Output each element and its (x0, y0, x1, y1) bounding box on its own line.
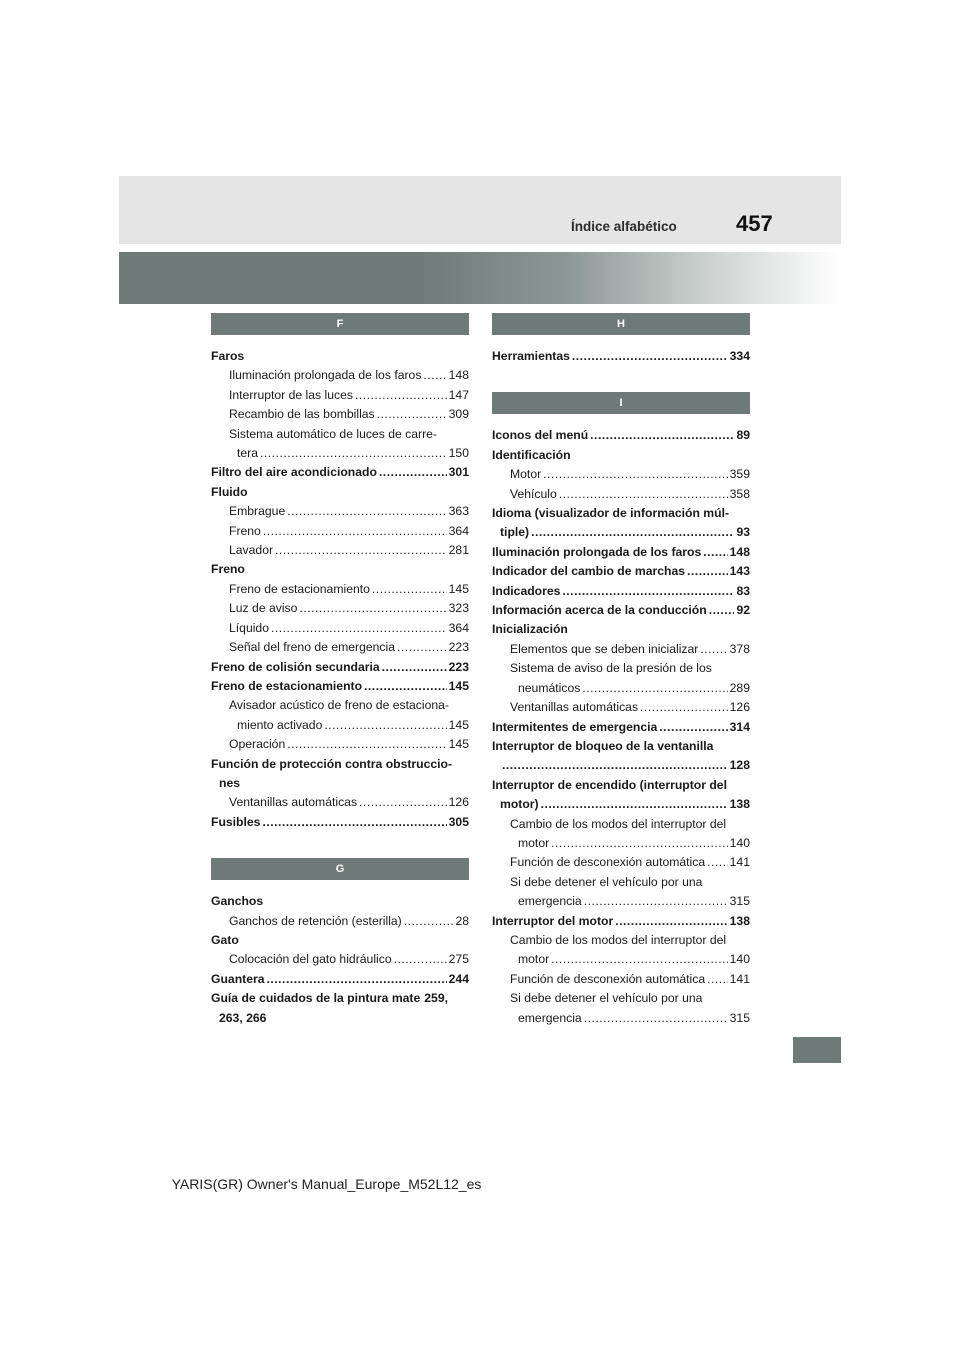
index-entry[interactable]: Herramientas ..... 334 (492, 347, 750, 366)
page-ref: 140 (729, 835, 750, 850)
index-list-i (492, 426, 750, 1028)
index-entry-continuation[interactable] (492, 756, 750, 775)
index-list-f (211, 347, 469, 832)
index-entry[interactable]: Fusibles ..... 305 (211, 813, 469, 832)
index-subentry[interactable]: Sistema de aviso de la presión de los (510, 661, 712, 676)
index-subentry[interactable]: Cambio de los modos del interruptor del (510, 932, 727, 947)
page-ref: 259, (424, 991, 448, 1006)
decorative-gradient-band (119, 252, 841, 304)
page-ref: 364 (448, 523, 469, 538)
index-entry[interactable]: Inicialización (492, 622, 568, 637)
index-subentry-continuation[interactable]: motor ..... 140 (492, 834, 750, 853)
header-band (119, 176, 841, 244)
index-entry[interactable]: Fluido (211, 484, 248, 499)
index-column-left (211, 313, 469, 1028)
index-subentry[interactable]: Ganchos de retención (esterilla) ..... 28 (211, 912, 469, 931)
page-ref: 244 (448, 971, 469, 986)
index-subentry[interactable]: Señal del freno de emergencia ..... 223 (211, 638, 469, 657)
index-entry[interactable]: Guía de cuidados de la pintura mate 259, (211, 989, 469, 1008)
page-ref: 334 (729, 349, 750, 363)
page-ref: 148 (729, 544, 750, 559)
page-ref: 128 (729, 758, 750, 773)
index-entry-continuation[interactable]: tiple) ..... 93 (492, 523, 750, 542)
index-subentry[interactable]: Sistema automático de luces de carre- (229, 426, 437, 441)
index-subentry[interactable]: Embrague ..... 363 (211, 502, 469, 521)
chapter-side-tab (793, 1037, 841, 1063)
index-entry[interactable]: Freno (211, 562, 245, 577)
index-subentry[interactable]: Freno de estacionamiento ..... 145 (211, 580, 469, 599)
index-subentry-continuation[interactable]: miento activado ..... 145 (211, 716, 469, 735)
page-ref: 148 (448, 368, 469, 383)
page-ref: 223 (448, 640, 469, 655)
index-entry[interactable]: Identificación (492, 447, 571, 462)
page-ref: 378 (729, 641, 750, 656)
page-ref: 28 (455, 913, 469, 928)
page-ref: 140 (729, 952, 750, 967)
index-entry[interactable]: Interruptor del motor ..... 138 (492, 912, 750, 931)
page-ref: 83 (736, 583, 750, 598)
index-subentry[interactable]: Motor ..... 359 (492, 465, 750, 484)
index-entry[interactable]: Iconos del menú ..... 89 (492, 426, 750, 445)
page-ref: 93 (736, 525, 750, 540)
index-subentry[interactable]: Ventanillas automáticas ..... 126 (211, 793, 469, 812)
page-ref: 358 (729, 486, 750, 501)
index-entry[interactable]: Guantera ..... 244 (211, 970, 469, 989)
page-ref: 138 (729, 913, 750, 928)
index-entry[interactable]: Información acerca de la conducción ..... 92 (492, 601, 750, 620)
page-ref: 143 (729, 564, 750, 579)
index-entry[interactable]: Indicadores ..... 83 (492, 582, 750, 601)
index-subentry[interactable]: Lavador ..... 281 (211, 541, 469, 560)
page-ref: 364 (448, 620, 469, 635)
index-entry[interactable]: Interruptor de bloqueo de la ventanilla (492, 738, 714, 753)
page-ref: 314 (729, 719, 750, 734)
index-entry[interactable]: Freno de estacionamiento ..... 145 (211, 677, 469, 696)
page-ref: 281 (448, 543, 469, 558)
page-ref: 305 (448, 814, 469, 829)
index-subentry-continuation[interactable]: emergencia ..... 315 (492, 1009, 750, 1028)
index-subentry[interactable]: Elementos que se deben inicializar ..... 378 (492, 640, 750, 659)
index-entry[interactable]: Faros (211, 349, 245, 363)
index-subentry[interactable]: Colocación del gato hidráulico ..... 275 (211, 950, 469, 969)
index-subentry[interactable]: Si debe detener el vehículo por una (510, 991, 703, 1006)
letter-header-h: H (492, 313, 750, 335)
index-subentry-continuation[interactable]: neumáticos ..... 289 (492, 679, 750, 698)
index-list-h (492, 347, 750, 366)
index-list-g (211, 892, 469, 1028)
manual-footer (0, 1176, 653, 1192)
page-ref: 301 (448, 465, 469, 480)
page-ref: 138 (729, 797, 750, 812)
page-ref: 141 (729, 855, 750, 870)
page-ref: 309 (448, 407, 469, 422)
index-entry[interactable]: Función de protección contra obstruccio- (211, 756, 453, 771)
page-ref: 145 (448, 678, 469, 693)
index-entry[interactable]: Ganchos (211, 894, 264, 909)
section-title: Índice alfabético (571, 219, 677, 234)
index-subentry[interactable]: Luz de aviso ..... 323 (211, 599, 469, 618)
letter-header-g: G (211, 858, 469, 880)
index-subentry[interactable]: Recambio de las bombillas ..... 309 (211, 405, 469, 424)
letter-header-i: I (492, 392, 750, 414)
index-entry[interactable]: Gato (211, 932, 239, 947)
page-ref: 126 (448, 795, 469, 810)
index-entry-continuation[interactable]: 263, 266 (219, 1010, 267, 1025)
page-ref: 126 (729, 700, 750, 715)
index-subentry[interactable]: Función de desconexión automática ..... 141 (492, 853, 750, 872)
page-ref: 89 (736, 428, 750, 443)
index-subentry-continuation[interactable]: motor ..... 140 (492, 950, 750, 969)
index-subentry[interactable]: Cambio de los modos del interruptor del (510, 816, 727, 831)
page-ref: 223 (448, 659, 469, 674)
index-subentry[interactable]: Interruptor de las luces ..... 147 (211, 386, 469, 405)
index-subentry[interactable]: Líquido ..... 364 (211, 619, 469, 638)
index-subentry-continuation[interactable]: tera ..... 150 (211, 444, 469, 463)
page-ref: 359 (729, 467, 750, 482)
page-ref: 275 (448, 952, 469, 967)
index-entry[interactable]: Filtro del aire acondicionado ..... 301 (211, 463, 469, 482)
index-entry[interactable]: Intermitentes de emergencia ..... 314 (492, 718, 750, 737)
page-ref: 315 (729, 1010, 750, 1025)
manual-id: YARIS(GR) Owner's Manual_Europe_M52L12_es (171, 1176, 482, 1192)
page-ref: 150 (448, 446, 469, 461)
index-column-right (492, 313, 750, 1028)
index-subentry[interactable]: Freno ..... 364 (211, 522, 469, 541)
page-ref: 92 (736, 603, 750, 618)
index-subentry[interactable]: Operación ..... 145 (211, 735, 469, 754)
index-entry[interactable]: Indicador del cambio de marchas ..... 143 (492, 562, 750, 581)
index-subentry[interactable]: Si debe detener el vehículo por una (510, 874, 703, 889)
index-entry[interactable]: Freno de colisión secundaria ..... 223 (211, 658, 469, 677)
index-subentry[interactable]: Vehículo ..... 358 (492, 485, 750, 504)
index-entry[interactable]: Idioma (visualizador de información múl- (492, 506, 730, 521)
index-subentry[interactable]: Iluminación prolongada de los faros ..... 148 (211, 366, 469, 385)
page-ref: 315 (729, 894, 750, 909)
page-ref: 145 (448, 581, 469, 596)
index-entry-continuation[interactable]: motor) ..... 138 (492, 795, 750, 814)
page-number: 457 (736, 211, 773, 236)
page-ref: 145 (448, 717, 469, 732)
index-subentry[interactable]: Avisador acústico de freno de estaciona- (229, 698, 449, 713)
index-subentry[interactable]: Ventanillas automáticas ..... 126 (492, 698, 750, 717)
page-ref: 289 (729, 680, 750, 695)
page-ref: 145 (448, 737, 469, 752)
index-subentry-continuation[interactable]: emergencia ..... 315 (492, 892, 750, 911)
index-entry[interactable]: Interruptor de encendido (interruptor del (492, 777, 727, 792)
index-entry[interactable]: Iluminación prolongada de los faros ..... 148 (492, 543, 750, 562)
letter-header-f: F (211, 313, 469, 335)
index-entry-continuation[interactable]: nes (219, 775, 241, 790)
page-ref: 363 (448, 504, 469, 519)
page-ref: 141 (729, 971, 750, 986)
page-ref: 323 (448, 601, 469, 616)
index-subentry[interactable]: Función de desconexión automática ..... 141 (492, 970, 750, 989)
page-ref: 147 (448, 387, 469, 402)
